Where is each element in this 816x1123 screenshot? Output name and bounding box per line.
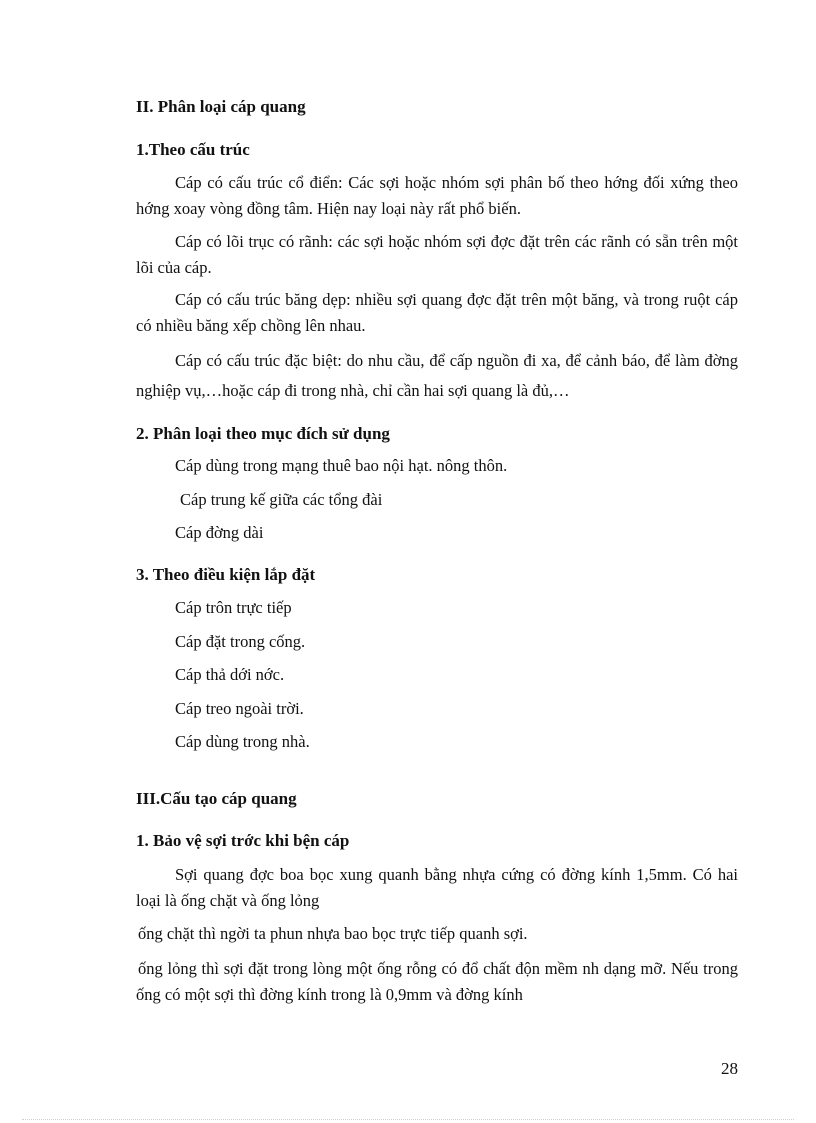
page-bottom-rule: [22, 1119, 794, 1120]
list-item: Cáp dùng trong nhà.: [175, 732, 310, 751]
list-item: Cáp trôn trực tiếp: [175, 598, 292, 617]
paragraph-loose-tube: ống lỏng thì sợi đặt trong lòng một ống rỗng có đổ chất độn mềm nh dạng mỡ. Nếu trong ống có một sợi thì đờng kính trong là 0,9mm và đờng kính: [136, 959, 738, 1004]
paragraph-classic-structure: Cáp có cấu trúc cổ điển: Các sợi hoặc nhóm sợi phân bố theo hớng đối xứng theo hớng xoay vòng đồng tâm. Hiện nay loại này rất phổ biến.: [136, 173, 738, 218]
list-item: Cáp thả dới nớc.: [175, 665, 285, 684]
paragraph-special-structure: Cáp có cấu trúc đặc biệt: do nhu cầu, để cấp nguồn đi xa, để cảnh báo, để làm đờng nghiệp vụ,…hoặc cáp đi trong nhà, chỉ cần hai sợi quang là đủ,…: [136, 351, 738, 400]
paragraph-fiber-coating: Sợi quang đợc boa bọc xung quanh bằng nhựa cứng có đờng kính 1,5mm. Có hai loại là ống chặt và ống lỏng: [136, 865, 738, 910]
subsection-2-2-heading: 2. Phân loại theo mục đích sử dụng: [136, 424, 390, 443]
list-item: Cáp đặt trong cống.: [175, 632, 306, 651]
paragraph-ribbon-structure: Cáp có cấu trúc băng dẹp: nhiều sợi quang đợc đặt trên một băng, và trong ruột cáp có nhiều băng xếp chồng lên nhau.: [136, 290, 738, 335]
subsection-2-1-heading: 1.Theo cấu trúc: [136, 140, 250, 159]
page-number: 28: [721, 1059, 738, 1078]
subsection-3-1-heading: 1. Bảo vệ sợi trớc khi bện cáp: [136, 831, 350, 850]
paragraph-grooved-core: Cáp có lõi trục có rãnh: các sợi hoặc nhóm sợi đợc đặt trên các rãnh có sẵn trên một lõi của cáp.: [136, 232, 738, 277]
list-item: Cáp dùng trong mạng thuê bao nội hạt. nông thôn.: [175, 456, 508, 475]
list-item: Cáp đờng dài: [175, 523, 264, 542]
paragraph-tight-tube: ống chặt thì ngời ta phun nhựa bao bọc trực tiếp quanh sợi.: [138, 924, 528, 943]
section-2-heading: II. Phân loại cáp quang: [136, 97, 306, 116]
section-3-heading: III.Cấu tạo cáp quang: [136, 789, 297, 808]
list-item: Cáp treo ngoài trời.: [175, 699, 304, 718]
subsection-2-3-heading: 3. Theo điều kiện lắp đặt: [136, 565, 316, 584]
list-item: Cáp trung kế giữa các tổng đài: [180, 490, 383, 509]
